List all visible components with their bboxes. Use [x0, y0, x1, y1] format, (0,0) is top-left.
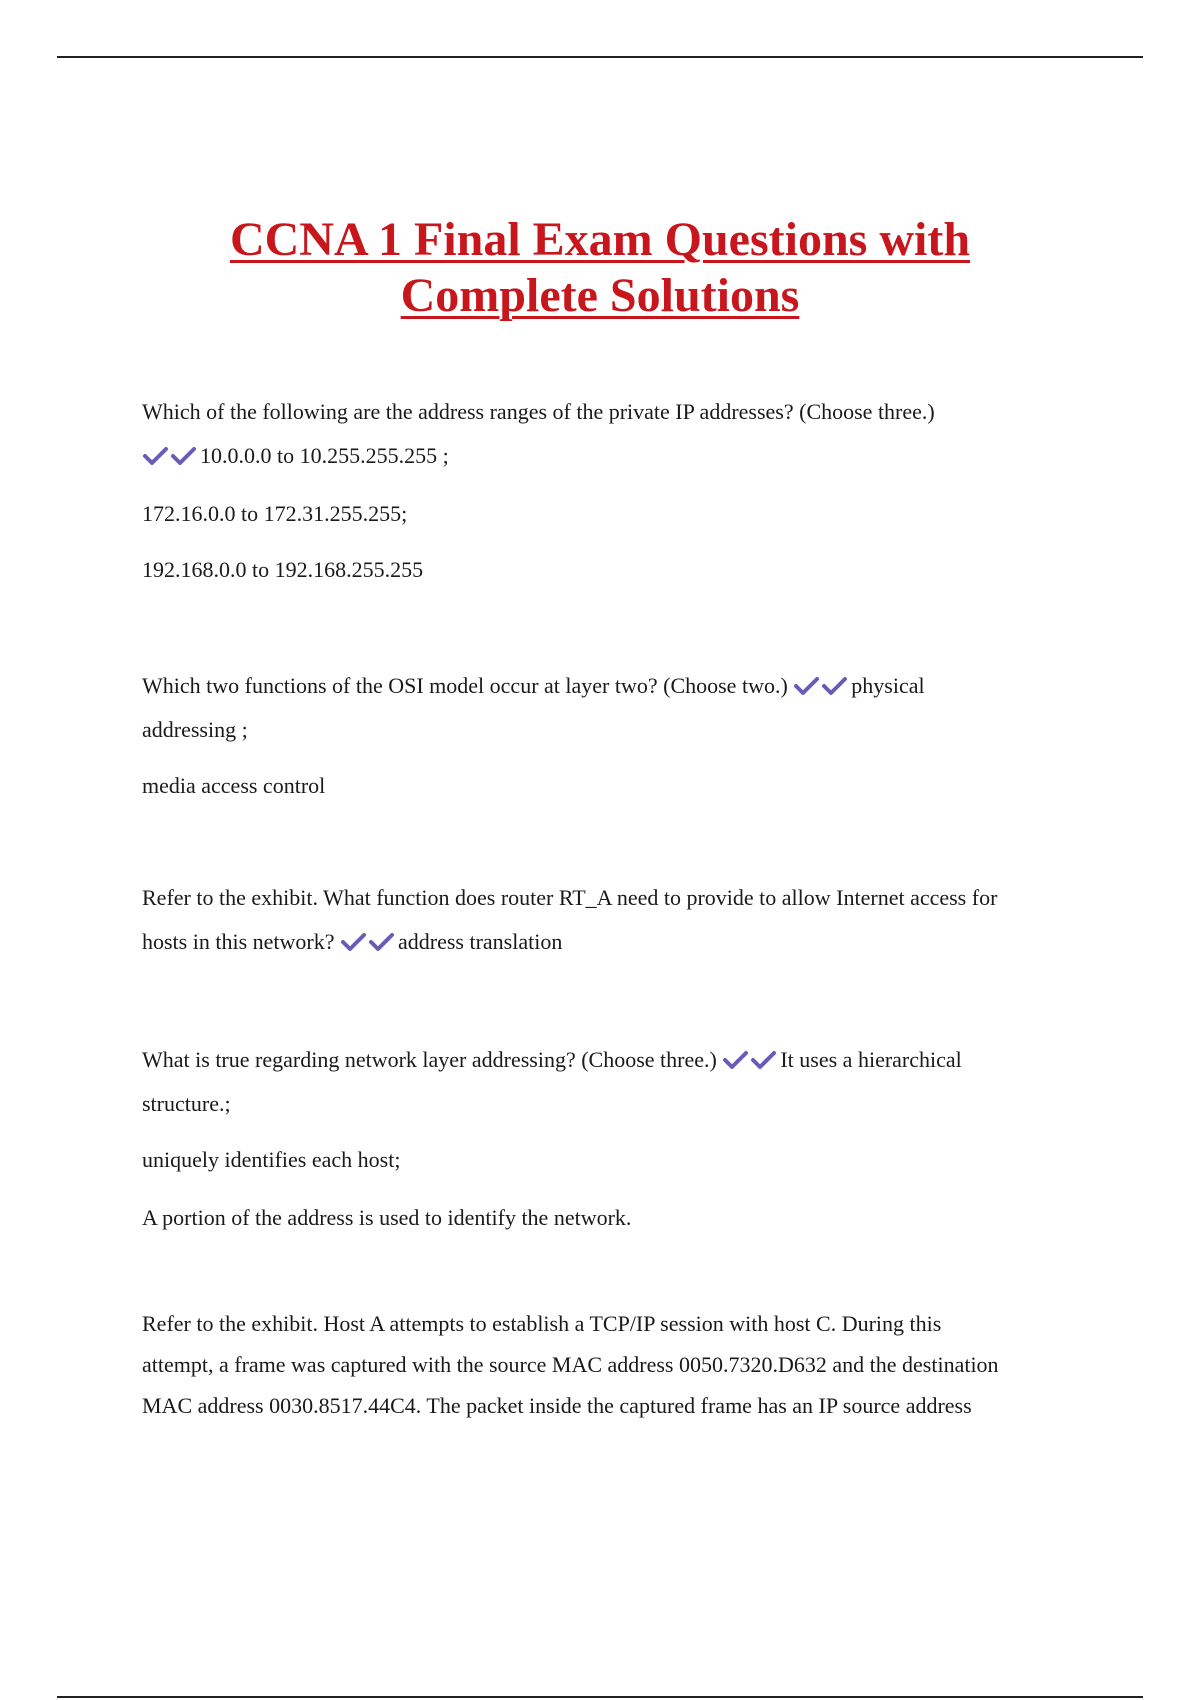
- question-3-line-2: [142, 920, 1092, 964]
- question-2-text: Which two functions of the OSI model occur at layer two? (Choose two.): [142, 673, 788, 698]
- answer-checks: [142, 434, 198, 478]
- page-title: [0, 212, 1200, 324]
- page-title-line-1: CCNA 1 Final Exam Questions with: [229, 213, 971, 266]
- answer-text: address translation: [398, 929, 563, 954]
- question-2: [142, 664, 1092, 708]
- check-icon: [340, 931, 368, 953]
- question-1-text: Which of the following are the address ranges of the private IP addresses? (Choose three.): [142, 399, 935, 424]
- answer-line: 172.16.0.0 to 172.31.255.255;: [142, 501, 408, 526]
- answer-line: structure.;: [142, 1091, 231, 1116]
- check-icon: [142, 445, 170, 467]
- question-3-text-cont: hosts in this network?: [142, 929, 335, 954]
- footer-rule: [57, 1696, 1143, 1698]
- header-rule: [57, 56, 1143, 58]
- question-4-text: What is true regarding network layer addressing? (Choose three.): [142, 1047, 717, 1072]
- answer-checks: [793, 664, 849, 708]
- answer-line: uniquely identifies each host;: [142, 1147, 401, 1172]
- answer-text: physical: [851, 673, 925, 698]
- question-5-text: Refer to the exhibit. Host A attempts to establish a TCP/IP session with host C. During this: [142, 1311, 942, 1336]
- answer-checks: [722, 1038, 778, 1082]
- check-icon: [170, 445, 198, 467]
- question-5-text: attempt, a frame was captured with the source MAC address 0050.7320.D632 and the destination: [142, 1352, 999, 1377]
- check-icon: [750, 1049, 778, 1071]
- question-5-text: MAC address 0030.8517.44C4. The packet inside the captured frame has an IP source address: [142, 1393, 972, 1418]
- check-icon: [368, 931, 396, 953]
- question-4: [142, 1038, 1092, 1082]
- answer-line: A portion of the address is used to identify the network.: [142, 1205, 632, 1230]
- question-3-text: Refer to the exhibit. What function does router RT_A need to provide to allow Internet access for: [142, 885, 998, 910]
- answer-line: media access control: [142, 773, 326, 798]
- check-icon: [821, 675, 849, 697]
- answer-line: 192.168.0.0 to 192.168.255.255: [142, 557, 424, 582]
- check-icon: [793, 675, 821, 697]
- answer-text: It uses a hierarchical: [780, 1047, 962, 1072]
- question-1-answer: [142, 434, 1092, 478]
- answer-line: addressing ;: [142, 717, 248, 742]
- page-title-line-2: Complete Solutions: [400, 269, 800, 322]
- answer-text: 10.0.0.0 to 10.255.255.255 ;: [200, 443, 449, 468]
- check-icon: [722, 1049, 750, 1071]
- answer-checks: [340, 920, 396, 964]
